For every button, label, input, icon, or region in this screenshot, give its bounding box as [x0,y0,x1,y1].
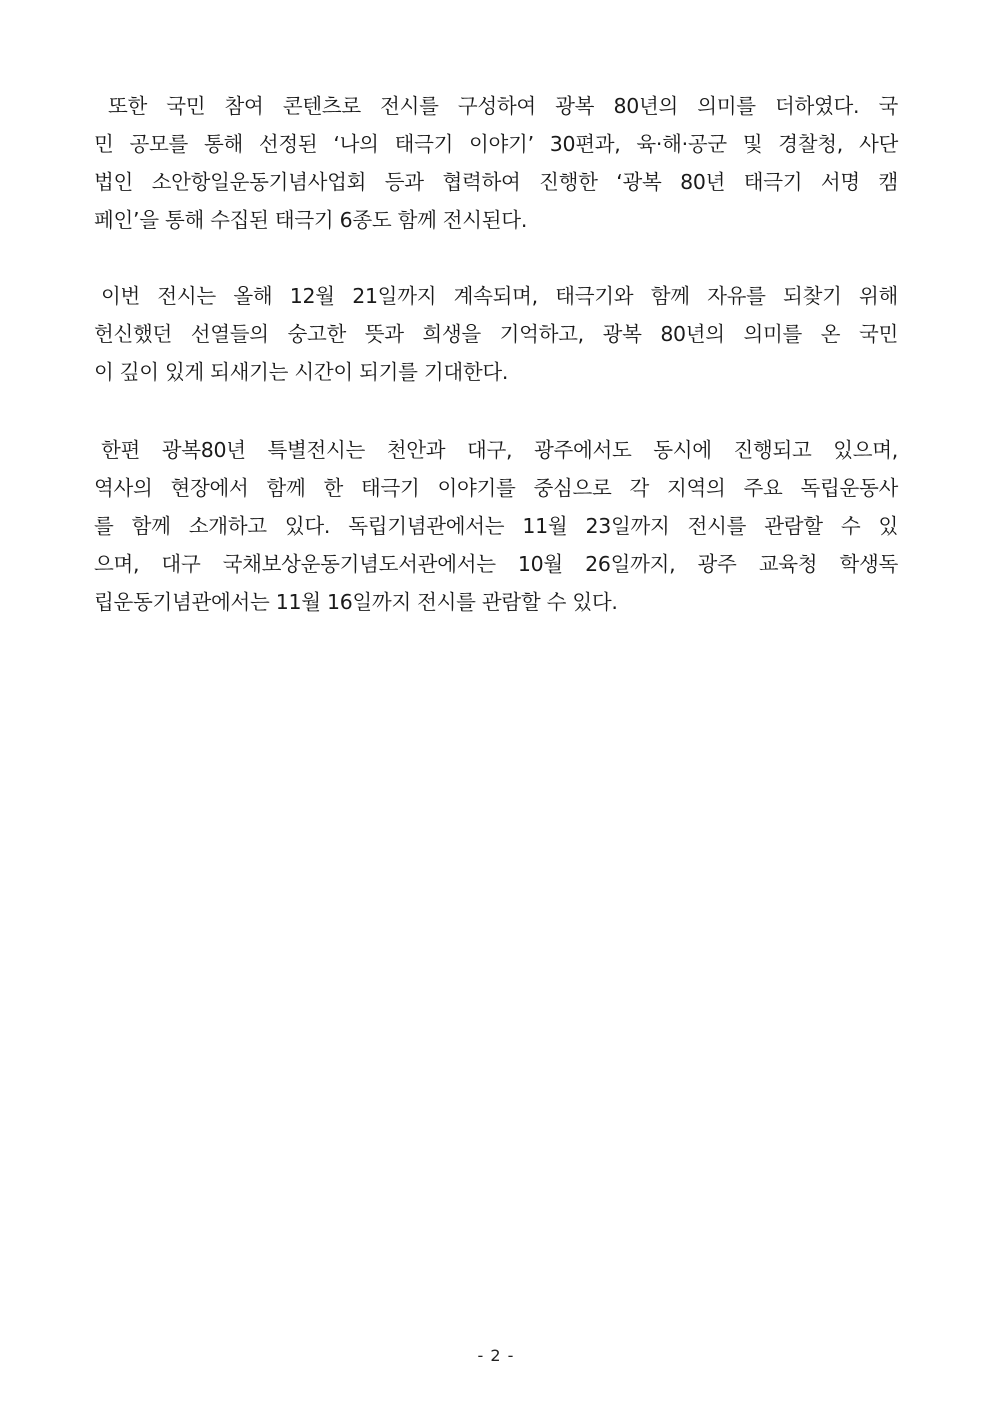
page-number: - 2 - [477,1346,515,1365]
paragraph-national-participation [94,87,898,239]
paragraph-line: 페인’을 통해 수집된 태극기 6종도 함께 전시된다. [94,208,528,232]
paragraph-line: 한편 광복80년 특별전시는 천안과 대구, 광주에서도 동시에 진행되고 있으며, [101,438,898,462]
paragraph-line: 이 깊이 있게 되새기는 시간이 되기를 기대한다. [94,360,509,384]
paragraph-line: 역사의 현장에서 함께 한 태극기 이야기를 중심으로 각 지역의 주요 독립운동사 [94,476,898,500]
paragraph-line: 으며, 대구 국채보상운동기념도서관에서는 10월 26일까지, 광주 교육청 학생독 [94,552,898,576]
paragraph-regional-exhibitions [94,431,898,621]
paragraph-line: 법인 소안항일운동기념사업회 등과 협력하여 진행한 ‘광복 80년 태극기 서명 캠 [94,170,898,194]
paragraph-line: 를 함께 소개하고 있다. 독립기념관에서는 11월 23일까지 전시를 관람할 수 있 [94,514,898,538]
paragraph-line: 민 공모를 통해 선정된 ‘나의 태극기 이야기’ 30편과, 육·해·공군 및 경찰청, 사단 [94,132,898,156]
paragraph-exhibition-period [94,277,898,391]
paragraph-line: 이번 전시는 올해 12월 21일까지 계속되며, 태극기와 함께 자유를 되찾기 위해 [101,284,898,308]
paragraph-line: 립운동기념관에서는 11월 16일까지 전시를 관람할 수 있다. [94,590,618,614]
paragraph-line: 헌신했던 선열들의 숭고한 뜻과 희생을 기억하고, 광복 80년의 의미를 온 국민 [94,322,898,346]
paragraph-line: 또한 국민 참여 콘텐츠로 전시를 구성하여 광복 80년의 의미를 더하였다. 국 [108,94,898,118]
